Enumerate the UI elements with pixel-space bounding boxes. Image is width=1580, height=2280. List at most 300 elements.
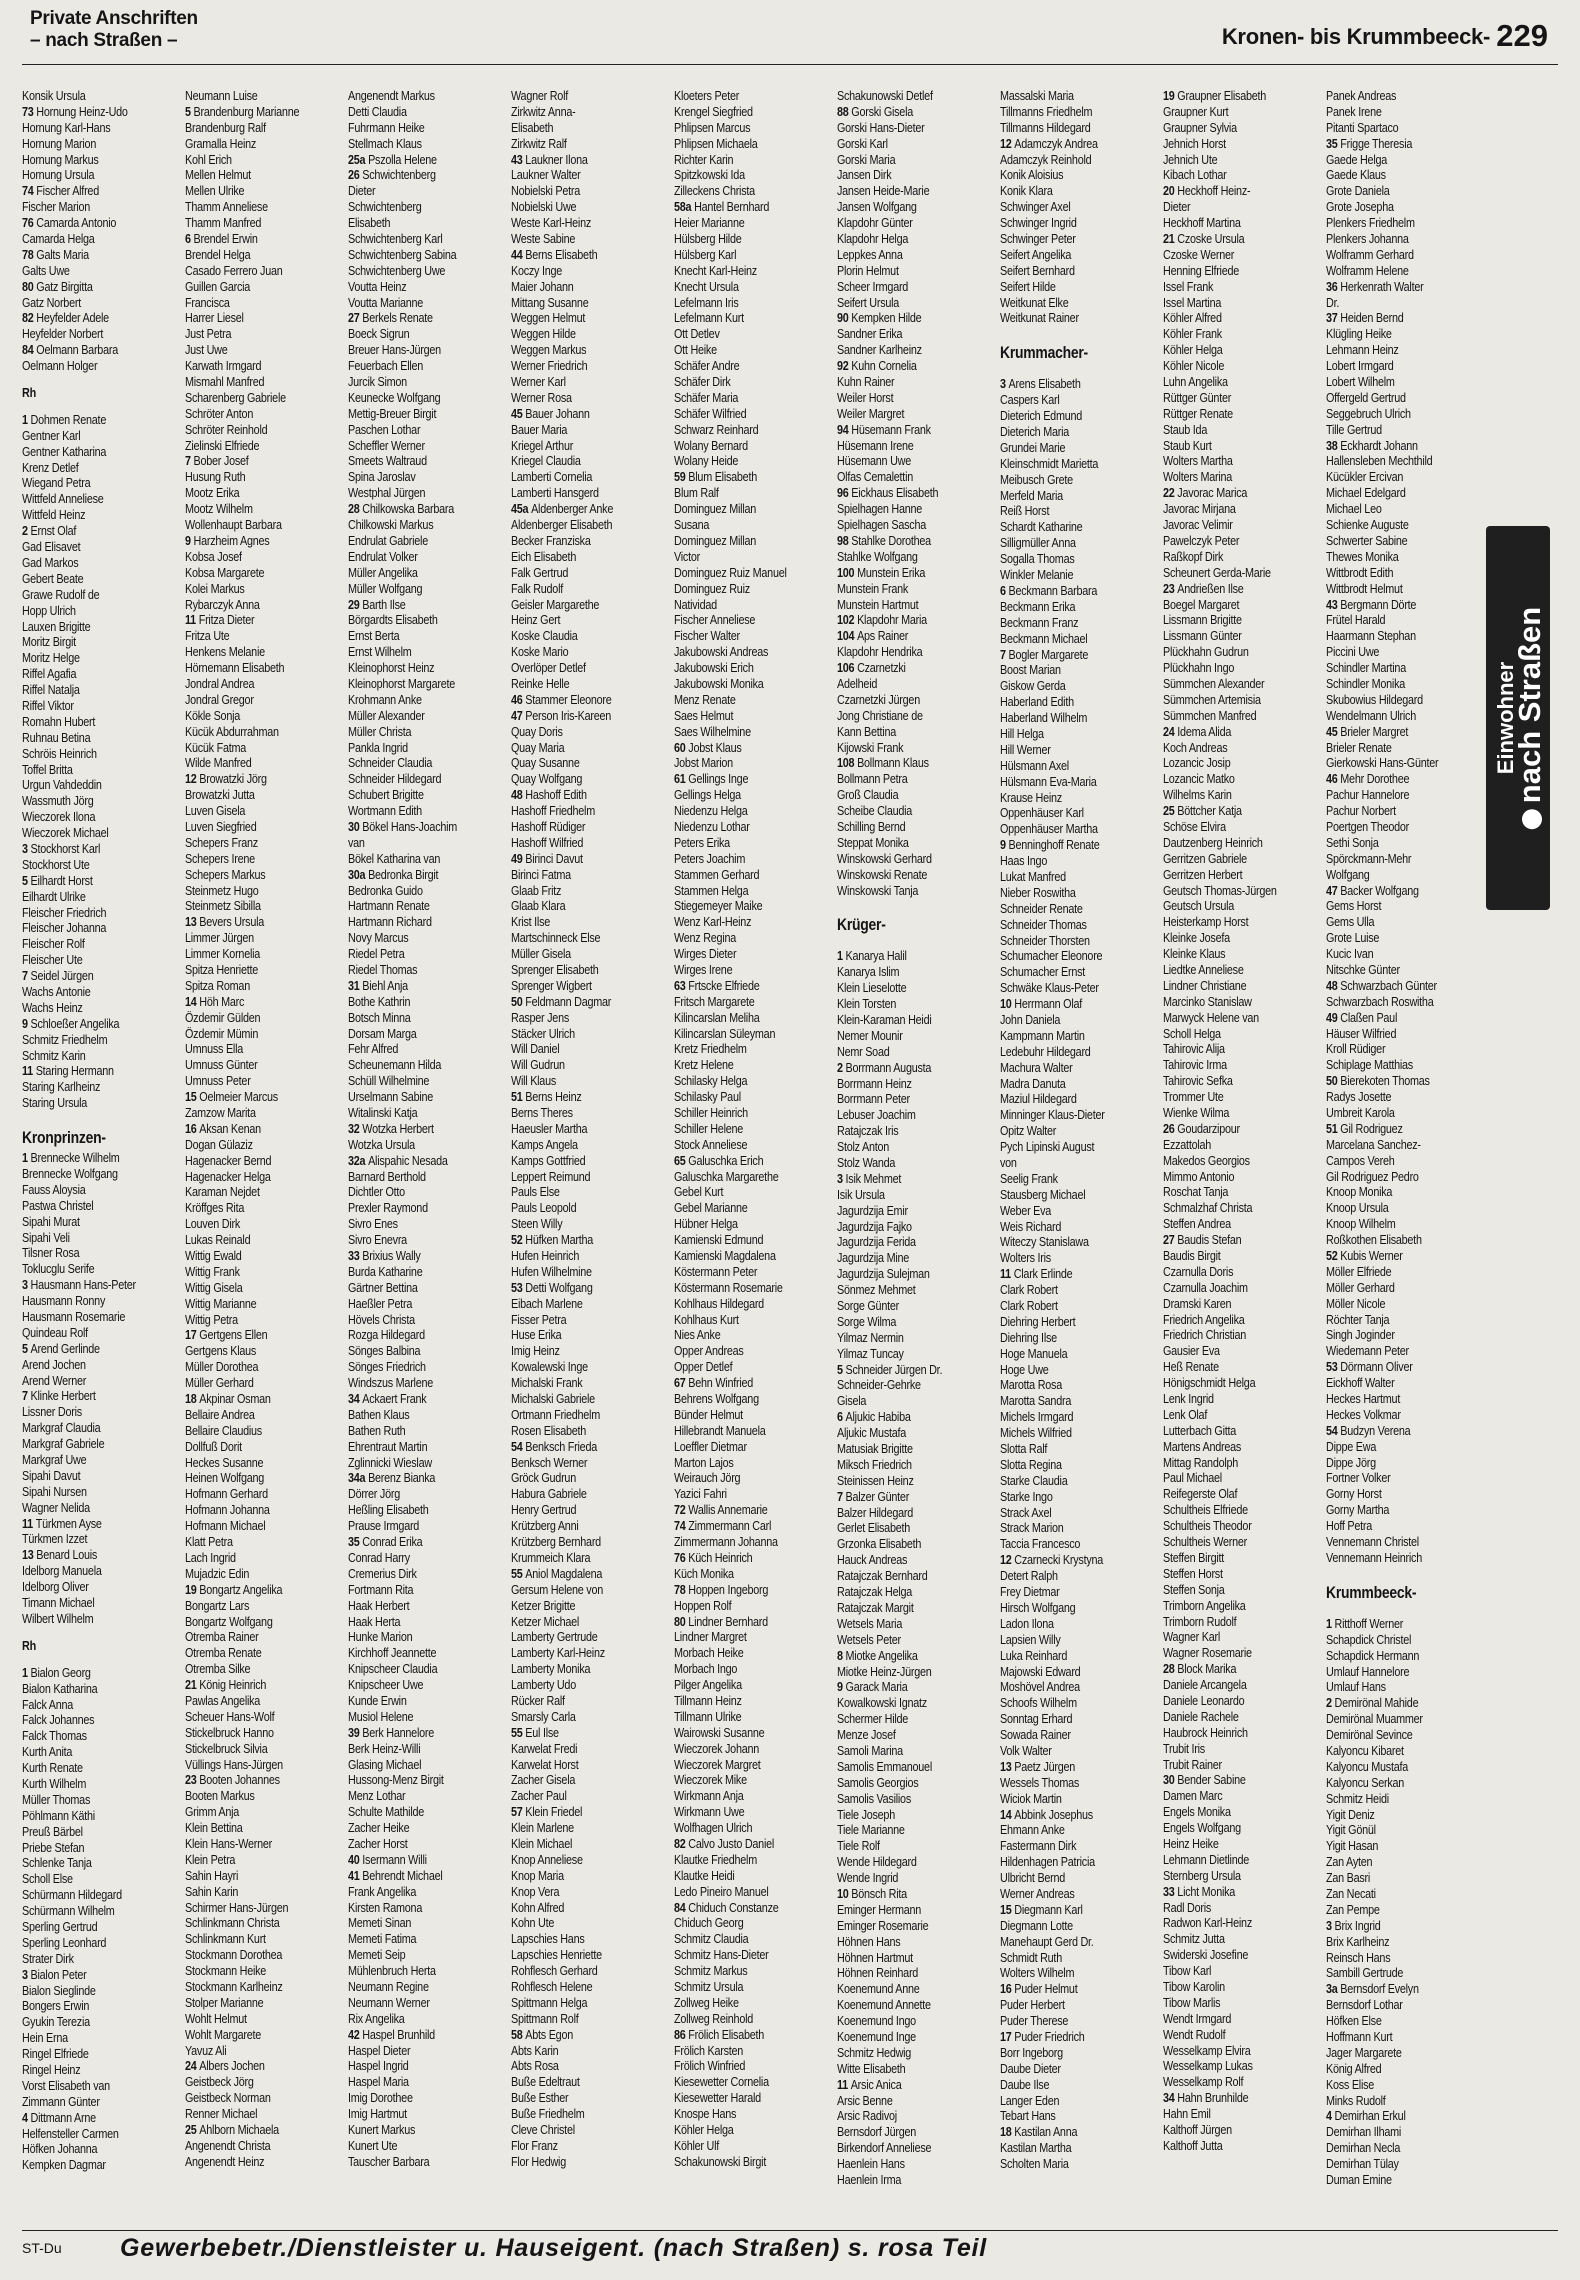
resident-entry: Spitza Roman bbox=[185, 977, 250, 993]
resident-entry: Pachur Hannelore bbox=[1326, 787, 1410, 803]
resident-entry: Wirges Irene bbox=[674, 961, 733, 977]
resident-entry: Wolfgang bbox=[1326, 866, 1370, 882]
resident-entry: Boegel Margaret bbox=[1163, 596, 1240, 612]
resident-entry: Demirhan Necla bbox=[1326, 2140, 1401, 2156]
resident-entry: Hüsemann Uwe bbox=[837, 453, 911, 469]
resident-entry: Yigit Hasan bbox=[1326, 1838, 1379, 1854]
resident-entry: Riedel Petra bbox=[348, 946, 405, 962]
resident-entry: Hashoff Wilfried bbox=[511, 834, 584, 850]
resident-entry: Winskowski Tanja bbox=[837, 882, 919, 898]
resident-entry: Haspel Maria bbox=[348, 2074, 409, 2090]
resident-entry: Stockmann Heike bbox=[185, 1963, 267, 1979]
resident-entry: Knop Vera bbox=[511, 1883, 560, 1899]
resident-entry: Hein Erna bbox=[22, 2030, 68, 2046]
resident-entry: Pöhlmann Käthi bbox=[22, 1807, 95, 1823]
resident-entry: Klein Hans-Werner bbox=[185, 1835, 272, 1851]
resident-entry: Angenendt Markus bbox=[348, 88, 435, 103]
resident-entry: Knoop Wilhelm bbox=[1326, 1216, 1396, 1232]
resident-entry: Heß Renate bbox=[1163, 1359, 1219, 1375]
resident-entry: Maier Johann bbox=[511, 278, 574, 294]
resident-entry: Koske Mario bbox=[511, 644, 569, 660]
resident-entry: Fischer Anneliese bbox=[674, 612, 756, 628]
resident-entry: Schoofs Wilhelm bbox=[1000, 1695, 1077, 1711]
resident-entry: Marcinko Stanislaw bbox=[1163, 993, 1252, 1009]
resident-entry: Wieczorek Ilona bbox=[22, 809, 96, 825]
resident-entry: Kohl Erich bbox=[185, 151, 232, 167]
resident-entry: 18 Akpinar Osman bbox=[185, 1391, 271, 1407]
resident-entry: Sandner Erika bbox=[837, 326, 903, 342]
resident-entry: Laukner Walter bbox=[511, 167, 581, 183]
resident-entry: Engels Monika bbox=[1163, 1804, 1231, 1820]
resident-entry: Thamm Manfred bbox=[185, 215, 262, 231]
resident-entry: Dieter bbox=[348, 183, 376, 199]
resident-entry: Gerlet Elisabeth bbox=[837, 1520, 911, 1536]
resident-entry: Wolany Heide bbox=[674, 453, 739, 469]
resident-entry: Kuhn Rainer bbox=[837, 374, 895, 390]
resident-entry: Röchter Tanja bbox=[1326, 1311, 1390, 1327]
resident-entry: Menz Renate bbox=[674, 691, 736, 707]
resident-entry: Lefelmann Iris bbox=[674, 294, 739, 310]
resident-entry: Haenlein Hans bbox=[837, 2156, 905, 2172]
resident-entry: Mootz Erika bbox=[185, 485, 240, 501]
resident-entry: Schienke Auguste bbox=[1326, 517, 1409, 533]
resident-entry: Heinz Gert bbox=[511, 612, 561, 628]
resident-entry: Fleischer Friedrich bbox=[22, 904, 107, 920]
resident-entry: Witeczy Stanislawa bbox=[1000, 1234, 1089, 1250]
resident-entry: 59 Blum Elisabeth bbox=[674, 469, 757, 485]
resident-entry: Karwath Irmgard bbox=[185, 358, 262, 374]
resident-entry: 9 Benninghoff Renate bbox=[1000, 837, 1100, 853]
spacer bbox=[22, 1111, 168, 1122]
resident-entry: Adelheid bbox=[837, 675, 878, 691]
resident-entry: 72 Wallis Annemarie bbox=[674, 1502, 768, 1518]
resident-entry: Hüsemann Irene bbox=[837, 437, 914, 453]
resident-entry: 37 Heiden Bernd bbox=[1326, 310, 1404, 326]
resident-entry: 7 Bober Josef bbox=[185, 453, 249, 469]
resident-entry: Phlipsen Marcus bbox=[674, 119, 751, 135]
resident-entry: Koch Andreas bbox=[1163, 739, 1228, 755]
resident-entry: 50 Feldmann Dagmar bbox=[511, 993, 612, 1009]
resident-entry: Ringel Elfriede bbox=[22, 2046, 89, 2062]
resident-entry: Moritz Helge bbox=[22, 650, 80, 666]
resident-entry: Koenemund Annette bbox=[837, 1997, 931, 2013]
resident-entry: Massalski Maria bbox=[1000, 88, 1074, 103]
resident-entry: Graupner Sylvia bbox=[1163, 119, 1237, 135]
resident-entry: Detti Claudia bbox=[348, 103, 407, 119]
resident-entry: Markgraf Claudia bbox=[22, 1420, 101, 1436]
resident-entry: Lamberty Karl-Heinz bbox=[511, 1645, 605, 1661]
resident-entry: Puder Therese bbox=[1000, 2013, 1069, 2029]
resident-entry: Niedenzu Helga bbox=[674, 803, 748, 819]
resident-entry: Weis Richard bbox=[1000, 1218, 1062, 1234]
resident-entry: Luhn Angelika bbox=[1163, 374, 1228, 390]
resident-entry: Hövels Christa bbox=[348, 1311, 415, 1327]
resident-entry: Will Gudrun bbox=[511, 1057, 565, 1073]
resident-entry: Koczy Inge bbox=[511, 262, 563, 278]
resident-entry: Gentner Katharina bbox=[22, 443, 107, 459]
spacer bbox=[837, 937, 983, 948]
resident-entry: Thewes Monika bbox=[1326, 548, 1399, 564]
resident-entry: Lauxen Brigitte bbox=[22, 618, 91, 634]
resident-entry: 90 Kempken Hilde bbox=[837, 310, 922, 326]
resident-entry: Klügling Heike bbox=[1326, 326, 1392, 342]
resident-entry: Rohflesch Helene bbox=[511, 1978, 593, 1994]
resident-entry: 1 Brennecke Wilhelm bbox=[22, 1150, 120, 1166]
resident-entry: Tiele Marianne bbox=[837, 1822, 905, 1838]
resident-entry: Bathen Klaus bbox=[348, 1406, 410, 1422]
resident-entry: 51 Berns Heinz bbox=[511, 1089, 582, 1105]
resident-entry: Wittig Frank bbox=[185, 1263, 240, 1279]
resident-entry: Kalyoncu Mustafa bbox=[1326, 1758, 1409, 1774]
resident-entry: Müller Gerhard bbox=[185, 1375, 254, 1391]
resident-entry: Endrulat Volker bbox=[348, 548, 418, 564]
resident-entry: Huse Erika bbox=[511, 1327, 562, 1343]
resident-entry: Blum Ralf bbox=[674, 485, 719, 501]
resident-entry: 53 Detti Wolfgang bbox=[511, 1279, 593, 1295]
resident-entry: Leppkes Anna bbox=[837, 246, 903, 262]
resident-entry: Saes Wilhelmine bbox=[674, 723, 751, 739]
resident-entry: Pauls Else bbox=[511, 1184, 560, 1200]
resident-entry: Klatt Petra bbox=[185, 1534, 233, 1550]
resident-entry: 13 Bevers Ursula bbox=[185, 914, 265, 930]
resident-entry: 31 Biehl Anja bbox=[348, 977, 408, 993]
resident-entry: Hopp Ulrich bbox=[22, 602, 76, 618]
resident-entry: Munstein Hartmut bbox=[837, 596, 919, 612]
resident-entry: Lindner Margret bbox=[674, 1629, 747, 1645]
resident-entry: Wirkmann Anja bbox=[674, 1788, 744, 1804]
resident-entry: Schwerter Sabine bbox=[1326, 532, 1408, 548]
resident-entry: Weirauch Jörg bbox=[674, 1470, 741, 1486]
resident-entry: Beckmann Franz bbox=[1000, 614, 1079, 630]
resident-entry: 86 Frölich Elisabeth bbox=[674, 2026, 765, 2042]
resident-entry: Hornung Ursula bbox=[22, 167, 95, 183]
resident-entry: Timann Michael bbox=[22, 1595, 95, 1611]
resident-entry: Westphal Jürgen bbox=[348, 485, 426, 501]
resident-entry: Ledebuhr Hildegard bbox=[1000, 1043, 1091, 1059]
resident-entry: Gerritzen Herbert bbox=[1163, 866, 1243, 882]
resident-entry: Hill Werner bbox=[1000, 741, 1051, 757]
spacer bbox=[1000, 365, 1146, 376]
resident-entry: Otremba Rainer bbox=[185, 1629, 259, 1645]
resident-entry: Zan Pempe bbox=[1326, 1901, 1380, 1917]
resident-entry: Geutsch Ursula bbox=[1163, 898, 1235, 914]
resident-entry: Flor Franz bbox=[511, 2137, 558, 2153]
resident-entry: Tahirovic Irma bbox=[1163, 1057, 1227, 1073]
resident-entry: Stolz Wanda bbox=[837, 1155, 896, 1170]
resident-entry: Bongers Erwin bbox=[22, 1998, 90, 2014]
resident-entry: Ernst Berta bbox=[348, 628, 400, 644]
resident-entry: Stahlke Wolfgang bbox=[837, 548, 918, 564]
section-marker: Rh bbox=[22, 385, 36, 401]
resident-entry: Lapschies Henriette bbox=[511, 1947, 602, 1963]
resident-entry: Hufen Heinrich bbox=[511, 1248, 580, 1264]
resident-entry: Karwelat Horst bbox=[511, 1756, 579, 1772]
resident-entry: Piccini Uwe bbox=[1326, 644, 1380, 660]
resident-entry: Lamberty Gertrude bbox=[511, 1629, 598, 1645]
resident-entry: 19 Bongartz Angelika bbox=[185, 1581, 283, 1597]
resident-entry: 36 Herkenrath Walter bbox=[1326, 278, 1424, 294]
resident-entry: Sandner Karlheinz bbox=[837, 342, 922, 358]
resident-entry: Steffen Sonja bbox=[1163, 1581, 1225, 1597]
resident-entry: Brieler Renate bbox=[1326, 739, 1392, 755]
resident-entry: 40 Isermann Willi bbox=[348, 1851, 427, 1867]
resident-entry: Zilleckens Christa bbox=[674, 183, 755, 199]
resident-entry: Dramski Karen bbox=[1163, 1295, 1232, 1311]
resident-entry: Schmitz Hedwig bbox=[837, 2044, 912, 2060]
resident-entry: Mimmo Antonio bbox=[1163, 1168, 1235, 1184]
resident-entry: 100 Munstein Erika bbox=[837, 564, 926, 580]
resident-entry: Imig Hartmut bbox=[348, 2106, 407, 2122]
resident-entry: Spitzkowski Ida bbox=[674, 167, 745, 183]
resident-entry: Musiol Helene bbox=[348, 1708, 414, 1724]
column-6 bbox=[837, 88, 983, 2228]
resident-entry: Heinz Heike bbox=[1163, 1835, 1219, 1851]
resident-entry: Eminger Hermann bbox=[837, 1901, 922, 1917]
resident-entry: Tibow Marlis bbox=[1163, 1994, 1221, 2010]
resident-entry: Wittbrodt Edith bbox=[1326, 564, 1394, 580]
resident-entry: Klautke Friedhelm bbox=[674, 1851, 757, 1867]
resident-entry: Conrad Harry bbox=[348, 1549, 410, 1565]
resident-entry: Wolters Marina bbox=[1163, 469, 1233, 485]
resident-entry: 10 Bönsch Rita bbox=[837, 1885, 907, 1901]
resident-entry: Czarnulla Joachim bbox=[1163, 1279, 1248, 1295]
resident-entry: Michalski Frank bbox=[511, 1375, 583, 1391]
resident-entry: Zacher Paul bbox=[511, 1788, 567, 1804]
resident-entry: Buße Edeltraut bbox=[511, 2074, 580, 2090]
resident-entry: Samolis Emmanouel bbox=[837, 1758, 932, 1774]
resident-entry: Susana bbox=[674, 517, 710, 533]
resident-entry: 14 Höh Marc bbox=[185, 993, 245, 1009]
resident-entry: Schmitz Karin bbox=[22, 1047, 86, 1063]
resident-entry: Spitza Henriette bbox=[185, 961, 259, 977]
resident-entry: Grote Josepha bbox=[1326, 199, 1394, 215]
resident-entry: Romahn Hubert bbox=[22, 713, 96, 729]
resident-entry: Yilmaz Nermin bbox=[837, 1329, 904, 1345]
spacer bbox=[22, 374, 168, 385]
resident-entry: Voutta Marianne bbox=[348, 294, 424, 310]
resident-entry: Lissmann Brigitte bbox=[1163, 612, 1242, 628]
resident-entry: Marotta Sandra bbox=[1000, 1393, 1072, 1409]
resident-entry: Dollfuß Dorit bbox=[185, 1438, 242, 1454]
resident-entry: 78 Galts Maria bbox=[22, 246, 89, 262]
resident-entry: Gramalla Heinz bbox=[185, 135, 257, 151]
resident-entry: Glaab Klara bbox=[511, 898, 566, 914]
resident-entry: Markgraf Uwe bbox=[22, 1452, 87, 1468]
resident-entry: Kleinke Josefa bbox=[1163, 930, 1230, 946]
resident-entry: Imig Dorothee bbox=[348, 2090, 413, 2106]
resident-entry: Kastilan Martha bbox=[1000, 2140, 1072, 2156]
resident-entry: Arsic Benne bbox=[837, 2092, 893, 2108]
resident-entry: Schlinkmann Kurt bbox=[185, 1931, 266, 1947]
resident-entry: 7 Bogler Margarete bbox=[1000, 646, 1089, 662]
resident-entry: Hagenacker Bernd bbox=[185, 1152, 272, 1168]
resident-entry: Wagner Nelida bbox=[22, 1499, 90, 1515]
resident-entry: Kücük Abdurrahman bbox=[185, 723, 279, 739]
resident-entry: Nemer Mounir bbox=[837, 1027, 903, 1043]
resident-entry: 67 Behn Winfried bbox=[674, 1375, 754, 1391]
resident-entry: Maziul Hildegard bbox=[1000, 1091, 1077, 1107]
resident-entry: Oppenhäuser Karl bbox=[1000, 805, 1084, 821]
resident-entry: Moritz Birgit bbox=[22, 634, 76, 650]
resident-entry: Ortmann Friedhelm bbox=[511, 1406, 600, 1422]
resident-entry: Hoge Manuela bbox=[1000, 1345, 1068, 1361]
resident-entry: Köhler Nicole bbox=[1163, 358, 1225, 374]
resident-entry: Zglinnicki Wieslaw bbox=[348, 1454, 432, 1470]
resident-entry: Mittag Randolph bbox=[1163, 1454, 1239, 1470]
resident-entry: 9 Schloeßer Angelika bbox=[22, 1015, 120, 1031]
resident-entry: Sorge Wilma bbox=[837, 1313, 897, 1329]
resident-entry: 21 Czoske Ursula bbox=[1163, 231, 1245, 247]
resident-entry: Pachur Norbert bbox=[1326, 803, 1396, 819]
resident-entry: Knop Anneliese bbox=[511, 1851, 583, 1867]
resident-entry: 73 Hornung Heinz-Udo bbox=[22, 103, 128, 119]
resident-entry: Trubit Iris bbox=[1163, 1740, 1205, 1756]
resident-entry: Arend Werner bbox=[22, 1372, 87, 1388]
resident-entry: Hausmann Ronny bbox=[22, 1293, 106, 1309]
resident-entry: Schirmer Hans-Jürgen bbox=[185, 1899, 289, 1915]
resident-entry: Dieter bbox=[1163, 199, 1191, 215]
resident-entry: Nies Anke bbox=[674, 1327, 721, 1343]
resident-entry: Wittig Ewald bbox=[185, 1248, 242, 1264]
resident-entry: Staring Karlheinz bbox=[22, 1079, 101, 1095]
resident-entry: Fritza Ute bbox=[185, 628, 230, 644]
resident-entry: 11 Arsic Anica bbox=[837, 2076, 902, 2092]
resident-entry: Schwarz Reinhard bbox=[674, 421, 759, 437]
resident-entry: Schäfer Dirk bbox=[674, 374, 731, 390]
resident-entry: Gorny Martha bbox=[1326, 1502, 1390, 1518]
resident-entry: Scholten Maria bbox=[1000, 2156, 1069, 2172]
resident-entry: Kalyoncu Serkan bbox=[1326, 1774, 1405, 1790]
resident-entry: Haenlein Irma bbox=[837, 2172, 902, 2187]
resident-entry: Morbach Ingo bbox=[674, 1661, 738, 1677]
resident-entry: Schardt Katharine bbox=[1000, 519, 1083, 535]
resident-entry: Wittig Marianne bbox=[185, 1295, 257, 1311]
resident-entry: Peters Joachim bbox=[674, 850, 746, 866]
resident-entry: 6 Brendel Erwin bbox=[185, 231, 258, 247]
resident-entry: Pych Lipinski August bbox=[1000, 1139, 1095, 1155]
page-number: 229 bbox=[1496, 18, 1548, 53]
resident-entry: Falk Rudolf bbox=[511, 580, 563, 596]
resident-entry: Kann Bettina bbox=[837, 723, 896, 739]
resident-entry: Quindeau Rolf bbox=[22, 1324, 88, 1340]
resident-entry: 52 Kubis Werner bbox=[1326, 1248, 1403, 1264]
resident-entry: Kamps Angela bbox=[511, 1136, 578, 1152]
resident-entry: Moshövel Andrea bbox=[1000, 1679, 1080, 1695]
resident-entry: Köhler Frank bbox=[1163, 326, 1222, 342]
resident-entry: Dominguez Millan bbox=[674, 501, 757, 517]
resident-entry: Zacher Heike bbox=[348, 1820, 410, 1836]
resident-entry: Zirkwitz Anna- bbox=[511, 103, 576, 119]
resident-entry: Schmidt Ruth bbox=[1000, 1949, 1062, 1965]
resident-entry: Gärtner Bettina bbox=[348, 1279, 418, 1295]
resident-entry: Jondral Andrea bbox=[185, 675, 255, 691]
resident-entry: Weitkunat Elke bbox=[1000, 294, 1069, 310]
resident-entry: Haubrock Heinrich bbox=[1163, 1724, 1248, 1740]
resident-entry: 25a Pszolla Helene bbox=[348, 151, 437, 167]
resident-entry: Guillen Garcia bbox=[185, 278, 251, 294]
resident-entry: 11 Clark Erlinde bbox=[1000, 1266, 1073, 1282]
resident-entry: Schwäke Klaus-Peter bbox=[1000, 980, 1099, 996]
resident-entry: Minninger Klaus-Dieter bbox=[1000, 1107, 1105, 1123]
resident-entry: Trimborn Angelika bbox=[1163, 1597, 1246, 1613]
resident-entry: Lobert Wilhelm bbox=[1326, 374, 1395, 390]
resident-entry: Novy Marcus bbox=[348, 930, 409, 946]
resident-entry: Hofmann Johanna bbox=[185, 1502, 270, 1518]
side-tab-line2: nach Straßen bbox=[1512, 606, 1547, 804]
resident-entry: Zollweg Reinhold bbox=[674, 2010, 754, 2026]
resident-entry: Bongartz Lars bbox=[185, 1597, 250, 1613]
resident-entry: Henkens Melanie bbox=[185, 644, 265, 660]
resident-entry: Ulbricht Bernd bbox=[1000, 1870, 1066, 1886]
resident-entry: Wendt Irmgard bbox=[1163, 2010, 1232, 2026]
resident-entry: Klein Bettina bbox=[185, 1820, 243, 1836]
resident-entry: 2 Demirönal Mahide bbox=[1326, 1695, 1419, 1711]
resident-entry: 26 Goudarzipour bbox=[1163, 1120, 1240, 1136]
resident-entry: Tille Gertrud bbox=[1326, 421, 1382, 437]
resident-entry: Demirhan Ilhami bbox=[1326, 2124, 1402, 2140]
resident-entry: Hill Helga bbox=[1000, 725, 1044, 741]
resident-entry: Haas Ingo bbox=[1000, 853, 1048, 869]
resident-entry: Stäcker Ulrich bbox=[511, 1025, 575, 1041]
resident-entry: Kilincarslan Süleyman bbox=[674, 1025, 776, 1041]
resident-entry: Jong Christiane de bbox=[837, 707, 923, 723]
resident-entry: Schilasky Helga bbox=[674, 1073, 748, 1089]
resident-entry: Sönges Friedrich bbox=[348, 1359, 426, 1375]
resident-entry: Klapdohr Günter bbox=[837, 215, 913, 231]
resident-entry: Bongartz Wolfgang bbox=[185, 1613, 273, 1629]
resident-entry: 4 Demirhan Erkul bbox=[1326, 2108, 1406, 2124]
resident-entry: Sperling Leonhard bbox=[22, 1934, 107, 1950]
resident-entry: Brendel Helga bbox=[185, 246, 251, 262]
resident-entry: Wieczorek Margret bbox=[674, 1756, 761, 1772]
resident-entry: Ladon Ilona bbox=[1000, 1615, 1054, 1631]
resident-entry: 9 Garack Maria bbox=[837, 1679, 908, 1695]
resident-entry: Seggebruch Ulrich bbox=[1326, 405, 1411, 421]
resident-entry: Spina Jaroslav bbox=[348, 469, 416, 485]
header-title-line1: Private Anschriften bbox=[30, 8, 198, 29]
resident-entry: Sümmchen Artemisia bbox=[1163, 691, 1261, 707]
resident-entry: Memeti Sinan bbox=[348, 1915, 412, 1931]
resident-entry: Duman Emine bbox=[1326, 2172, 1392, 2187]
resident-entry: Haeßler Petra bbox=[348, 1295, 413, 1311]
resident-entry: Breuer Hans-Jürgen bbox=[348, 342, 441, 358]
resident-entry: Balzer Hildegard bbox=[837, 1504, 914, 1520]
street-heading: Kronprinzen- bbox=[22, 1128, 106, 1148]
resident-entry: Schulte Mathilde bbox=[348, 1804, 425, 1820]
resident-entry: 11 Staring Hermann bbox=[22, 1063, 114, 1079]
resident-entry: Wolters Iris bbox=[1000, 1250, 1051, 1266]
resident-entry: 94 Hüsemann Frank bbox=[837, 421, 931, 437]
resident-entry: Wesselkamp Rolf bbox=[1163, 2074, 1244, 2090]
resident-entry: Merfeld Maria bbox=[1000, 487, 1063, 503]
resident-entry: Klein Marlene bbox=[511, 1820, 574, 1836]
resident-entry: Saes Helmut bbox=[674, 707, 734, 723]
resident-entry: Diegmann Lotte bbox=[1000, 1917, 1073, 1933]
resident-entry: Puder Herbert bbox=[1000, 1997, 1065, 2013]
resident-entry: Bialon Katharina bbox=[22, 1680, 98, 1696]
resident-entry: 65 Galuschka Erich bbox=[674, 1152, 764, 1168]
resident-entry: Fastermann Dirk bbox=[1000, 1838, 1077, 1854]
resident-entry: 46 Stammer Eleonore bbox=[511, 691, 612, 707]
resident-entry: Haberland Wilhelm bbox=[1000, 710, 1088, 726]
resident-entry: Lozancic Matko bbox=[1163, 771, 1235, 787]
resident-entry: Morbach Heike bbox=[674, 1645, 744, 1661]
resident-entry: 5 Brandenburg Marianne bbox=[185, 103, 300, 119]
resident-entry: Schindler Monika bbox=[1326, 675, 1406, 691]
resident-entry: Dieterich Maria bbox=[1000, 424, 1070, 440]
resident-entry: Konik Klara bbox=[1000, 183, 1053, 199]
resident-entry: Steinissen Heinz bbox=[837, 1472, 914, 1488]
